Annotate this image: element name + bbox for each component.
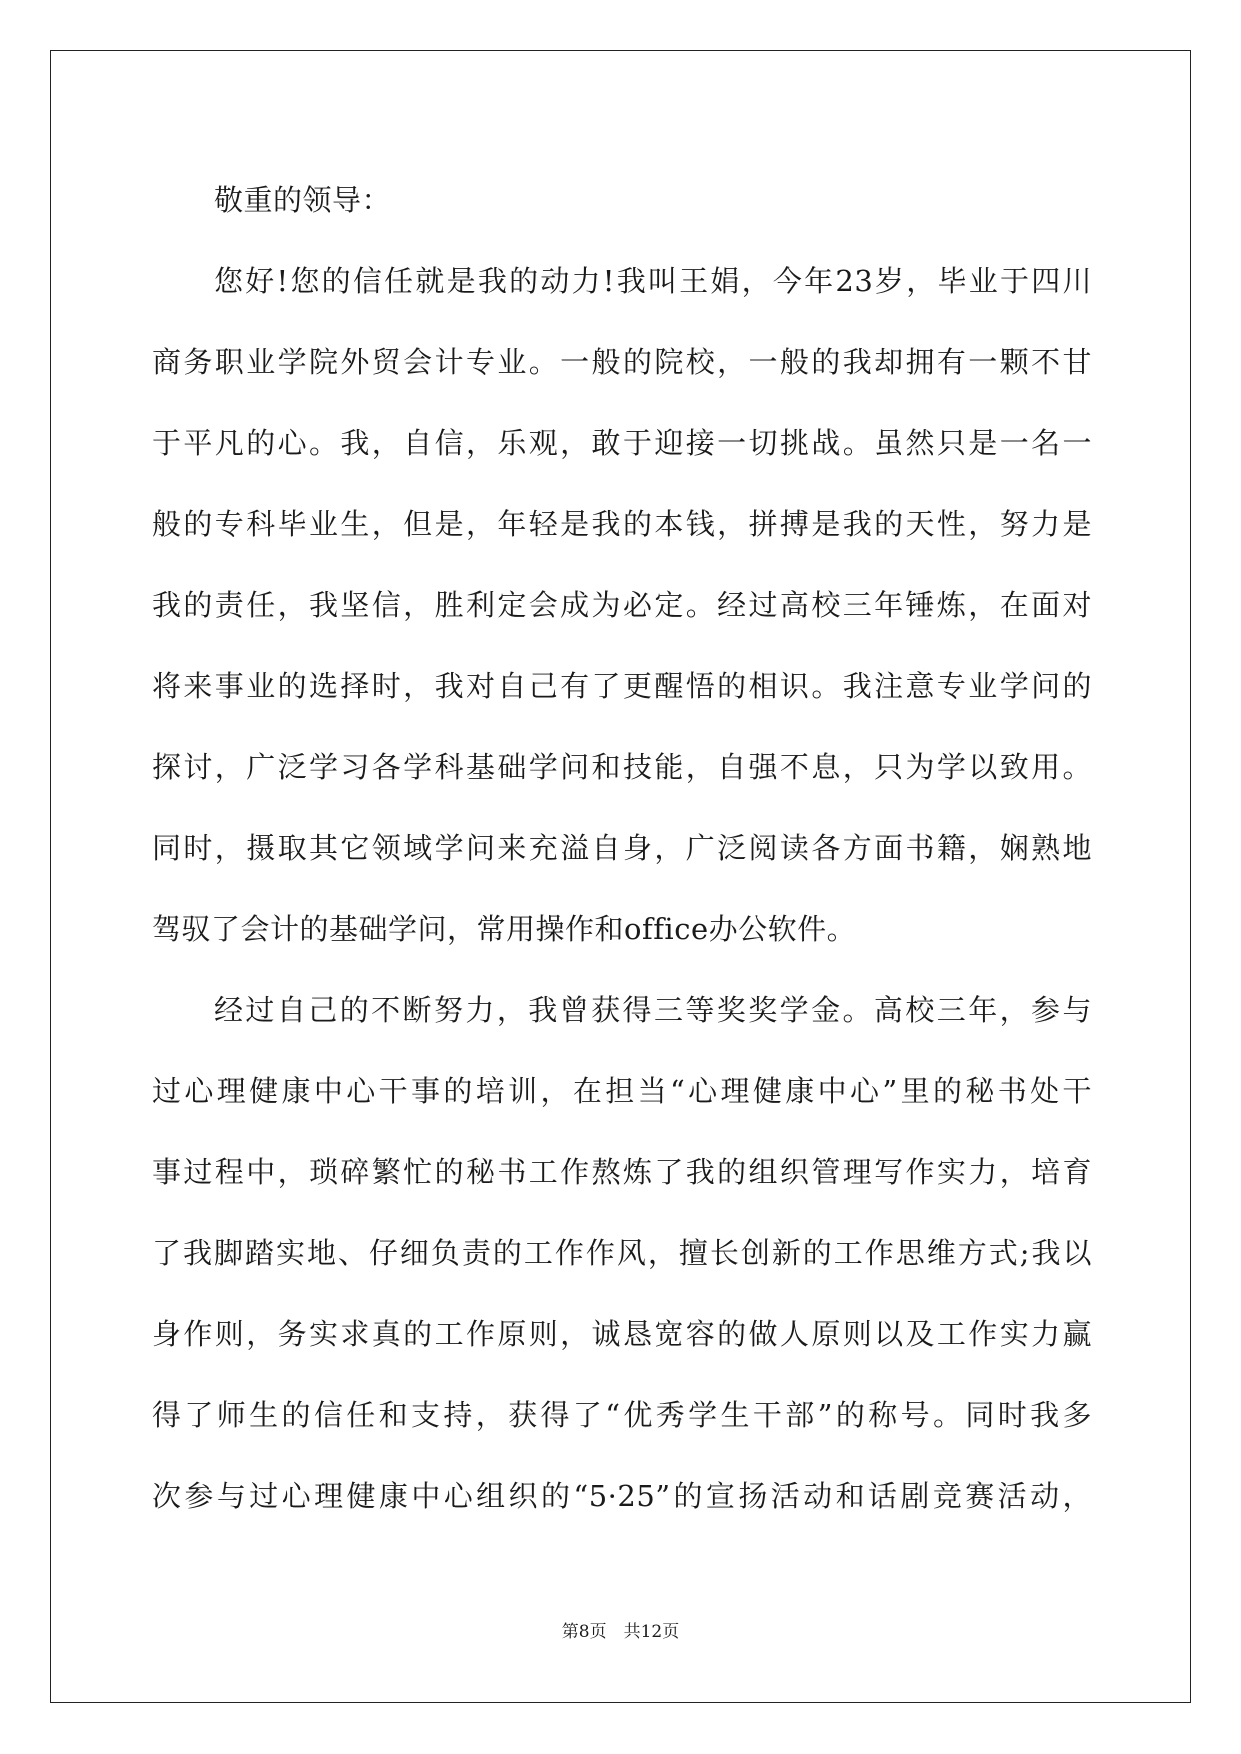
paragraph-line: 驾驭了会计的基础学问，常用操作和office办公软件。 [152,912,857,946]
salutation: 敬重的领导： [214,183,392,217]
paragraph-line: 您好!您的信任就是我的动力!我叫王娟，今年23岁，毕业于四川 [214,264,1092,298]
paragraph-line: 般的专科毕业生，但是，年轻是我的本钱，拼搏是我的天性，努力是 [152,507,1092,541]
paragraph-line: 将来事业的选择时，我对自己有了更醒悟的相识。我注意专业学问的 [152,669,1092,703]
paragraph-line: 身作则，务实求真的工作原则，诚恳宽容的做人原则以及工作实力赢 [152,1317,1092,1351]
paragraph-line: 了我脚踏实地、仔细负责的工作作风，擅长创新的工作思维方式;我以 [152,1236,1092,1270]
paragraph-line: 于平凡的心。我，自信，乐观，敢于迎接一切挑战。虽然只是一名一 [152,426,1092,460]
paragraph-line: 次参与过心理健康中心组织的“5·25”的宣扬活动和话剧竞赛活动， [152,1479,1092,1513]
paragraph-line: 我的责任，我坚信，胜利定会成为必定。经过高校三年锤炼，在面对 [152,588,1092,622]
paragraph-line: 商务职业学院外贸会计专业。一般的院校，一般的我却拥有一颗不甘 [152,345,1092,379]
page-number: 第8页 共12页 [561,1622,680,1642]
paragraph-line: 同时，摄取其它领域学问来充溢自身，广泛阅读各方面书籍，娴熟地 [152,831,1092,865]
paragraph-line: 得了师生的信任和支持，获得了“优秀学生干部”的称号。同时我多 [152,1398,1092,1432]
letter-body [152,160,1092,1537]
paragraph-line: 过心理健康中心干事的培训，在担当“心理健康中心”里的秘书处干 [152,1074,1092,1108]
paragraph-line: 经过自己的不断努力，我曾获得三等奖奖学金。高校三年，参与 [214,993,1092,1027]
paragraph-line: 事过程中，琐碎繁忙的秘书工作熬炼了我的组织管理写作实力，培育 [152,1155,1092,1189]
paragraph-line: 探讨，广泛学习各学科基础学问和技能，自强不息，只为学以致用。 [152,750,1092,784]
